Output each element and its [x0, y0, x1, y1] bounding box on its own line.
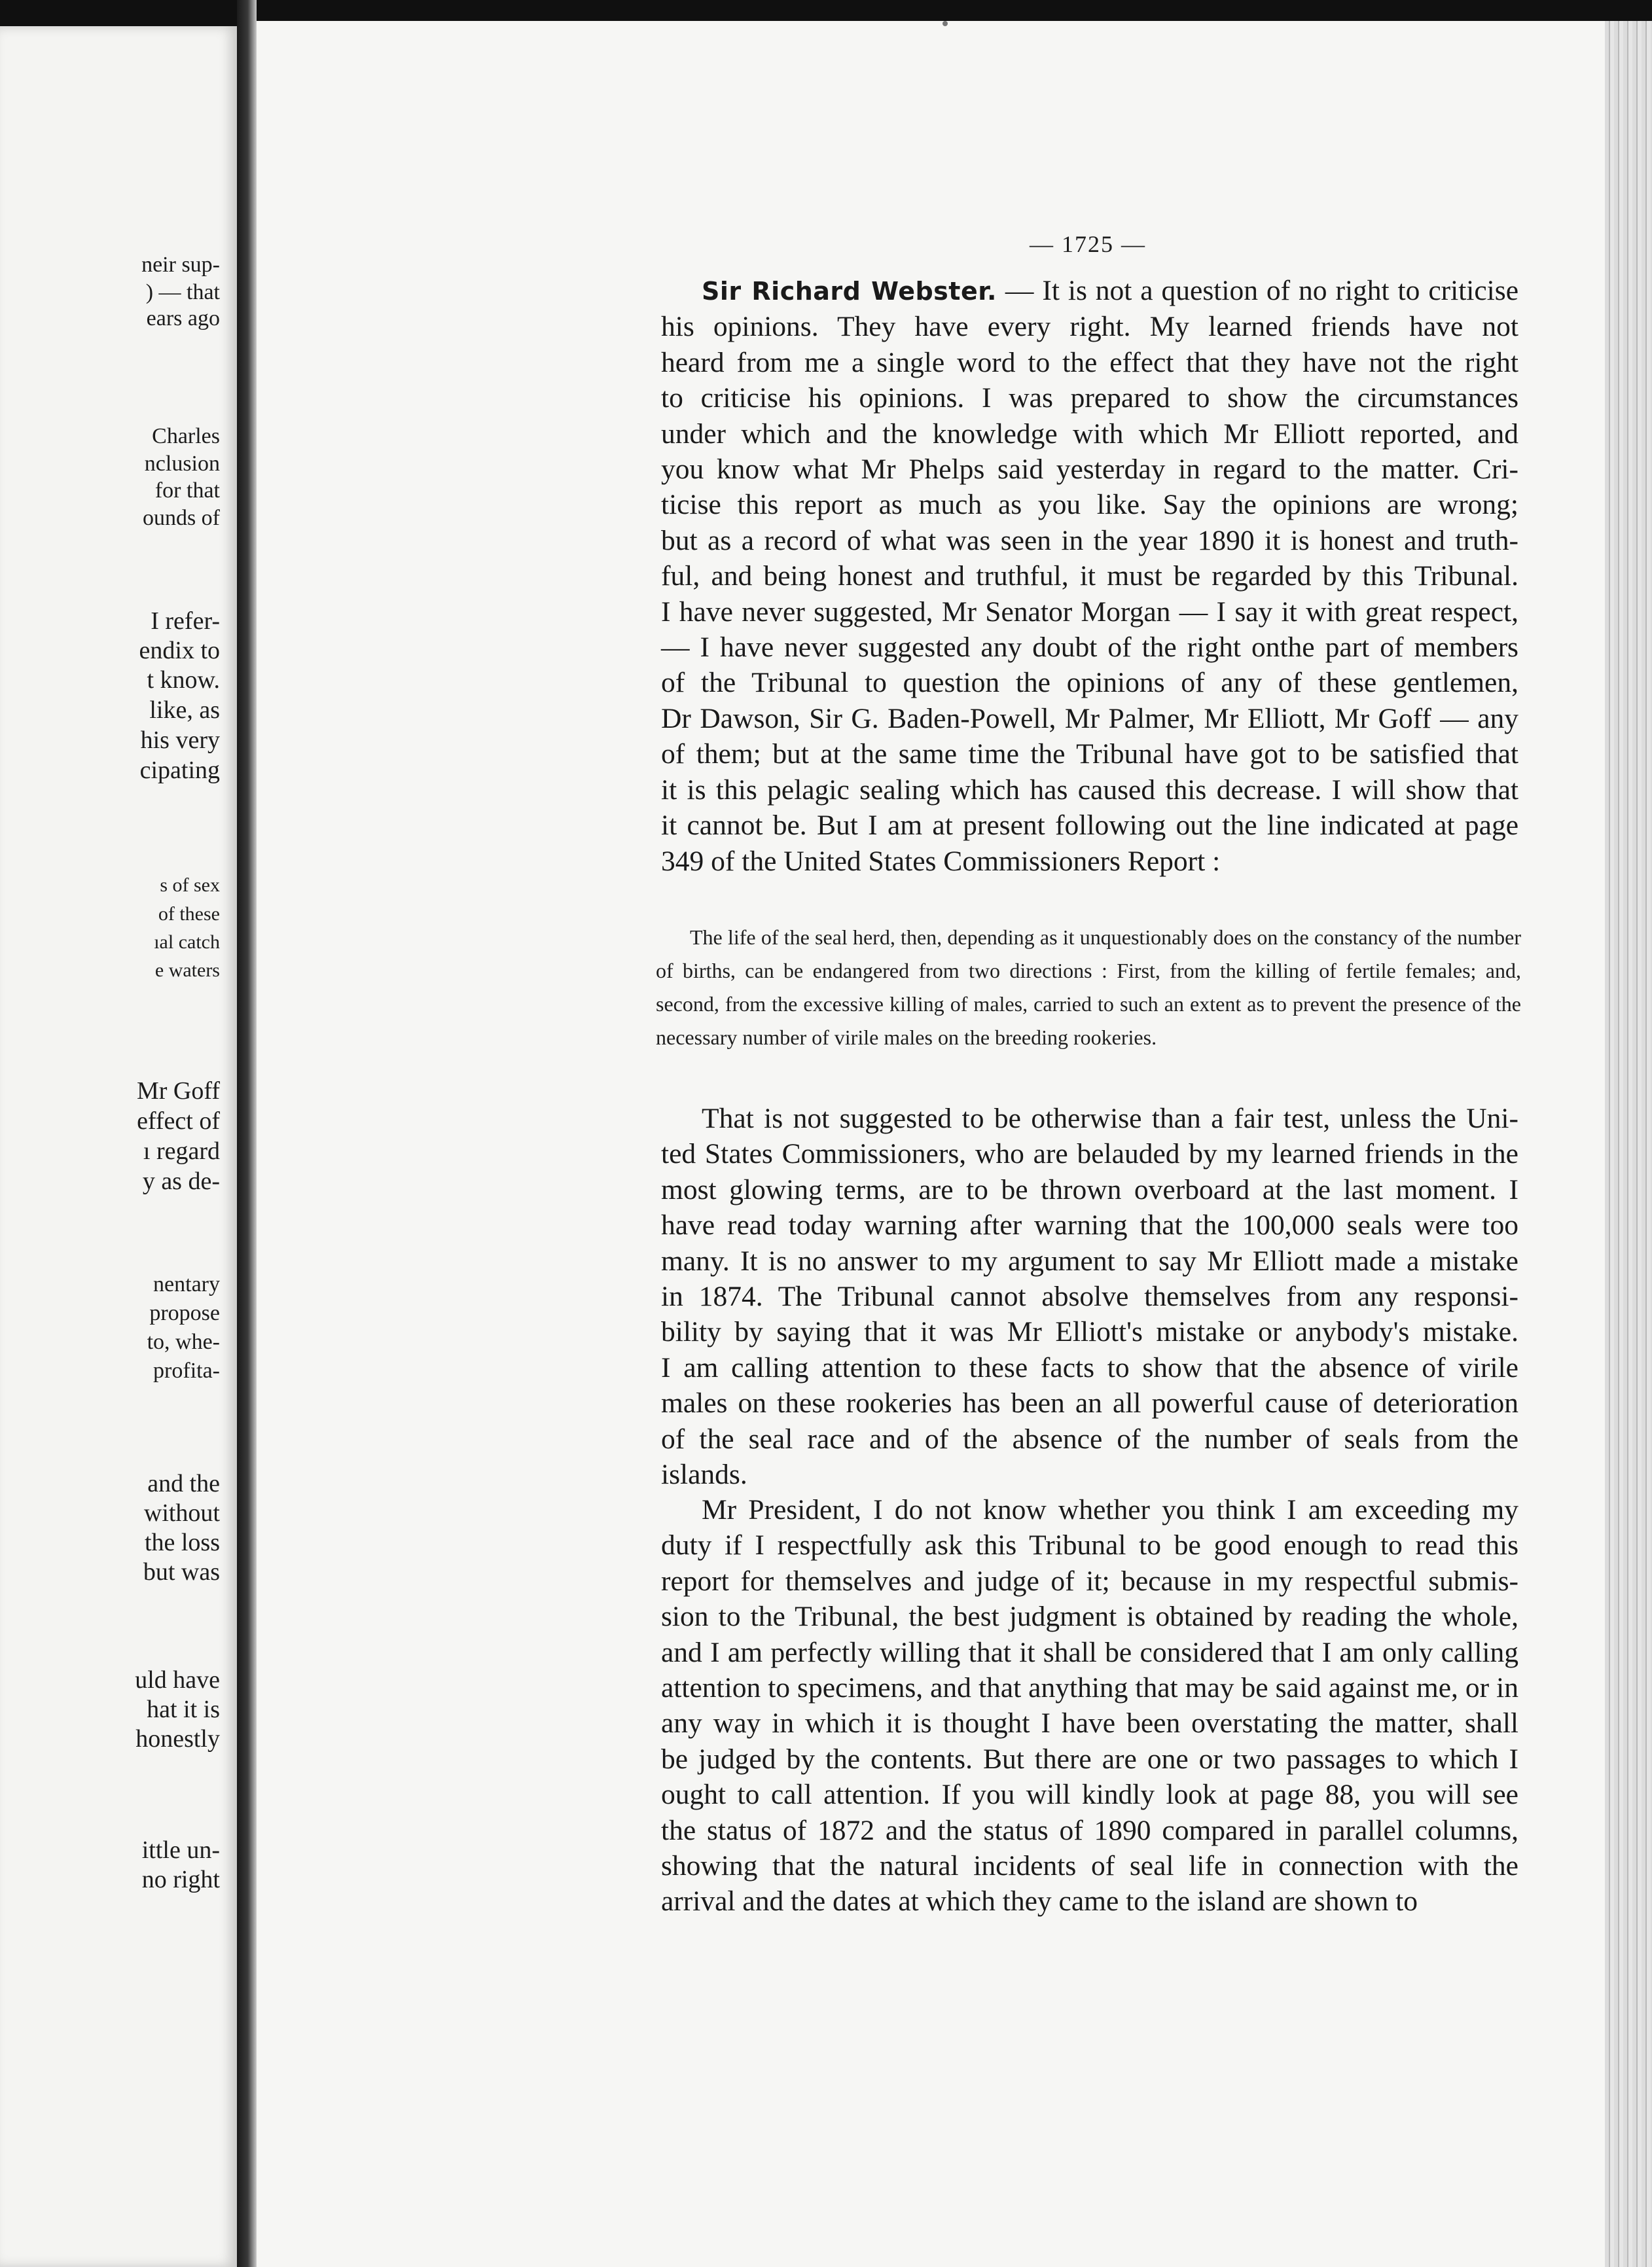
page-edge-stack [1605, 21, 1652, 2267]
text-line: 349 of the United States Commissioners Report : [661, 845, 1221, 877]
text-line: it cannot be. But I am at present following out the line indicated at page [661, 810, 1518, 842]
text-line: sion to the Tribunal, the best judgment is obtained by reading the whole, [661, 1601, 1518, 1633]
text-line: — I have never suggested any doubt of the right onthe part of members [661, 632, 1518, 664]
text-line: it is this pelagic sealing which has caused this decrease. I will show that [661, 774, 1518, 806]
facing-page-line: without [143, 1499, 220, 1527]
text-line: duty if I respectfully ask this Tribunal to be good enough to read this [661, 1529, 1518, 1562]
text-line: I am calling attention to these facts to show that the absence of virile [661, 1351, 1518, 1383]
text-line: report for themselves and judge of it; because in my respectful submis- [661, 1565, 1518, 1597]
facing-page-line: to, whe- [147, 1330, 220, 1354]
main-page [257, 21, 1652, 2267]
book-gutter [237, 0, 257, 2267]
text-line: ful, and being honest and truthful, it must be regarded by this Tribunal. [661, 560, 1518, 592]
facing-page-line: e waters [154, 959, 220, 981]
facing-page-line: his very [140, 726, 220, 754]
text-line: any way in which it is thought I have been overstating the matter, shall [661, 1707, 1518, 1740]
facing-page-line: honestly [135, 1725, 220, 1753]
text-line: you know what Mr Phelps said yesterday in regard to the matter. Cri- [661, 454, 1518, 486]
text-line: his opinions. They have every right. My learned friends have not [661, 311, 1518, 343]
text-line: ted States Commissioners, who are belauded by my learned friends in the [661, 1138, 1518, 1170]
ink-speck [943, 21, 948, 26]
text-line: most glowing terms, are to be thrown overboard at the last moment. I [661, 1173, 1518, 1205]
facing-page-line: uld have [135, 1666, 220, 1694]
text-line: Dr Dawson, Sir G. Baden-Powell, Mr Palmer, Mr Elliott, Mr Goff — any [661, 702, 1518, 734]
facing-page-line: Mr Goff [136, 1077, 220, 1105]
facing-page-line: ittle un- [141, 1836, 220, 1864]
facing-page-line: s of sex [160, 874, 220, 896]
text-line: of them; but at the same time the Tribunal have got to be satisfied that [661, 738, 1518, 770]
facing-page-line: ears ago [146, 306, 220, 330]
facing-page-line: hat it is [147, 1696, 220, 1723]
facing-page-line: ı regard [143, 1137, 220, 1165]
text-line: of the Tribunal to question the opinions of any of these gentlemen, [661, 667, 1518, 699]
text-line: attention to specimens, and that anything that may be said against me, or in [661, 1672, 1518, 1704]
facing-page-line: no right [141, 1866, 220, 1893]
text-line: islands. [661, 1459, 747, 1491]
facing-page-line: and the [147, 1470, 220, 1497]
facing-page-line: y as de- [142, 1168, 220, 1195]
text-line: heard from me a single word to the effect that they have not the right [661, 346, 1518, 378]
facing-page-line: propose [149, 1301, 220, 1325]
text-line: showing that the natural incidents of seal life in connection with the [661, 1850, 1518, 1882]
text-line: to criticise his opinions. I was prepared to show the circumstances [661, 382, 1518, 414]
text-line: the status of 1872 and the status of 1890 compared in parallel columns, [661, 1814, 1518, 1846]
facing-page-line: of these [158, 903, 220, 925]
text-line: ticise this report as much as you like. Say the opinions are wrong; [661, 489, 1518, 521]
text-line: of the seal race and of the absence of the number of seals from the [661, 1423, 1518, 1455]
block-quotation: The life of the seal herd, then, depending as it unquestionably does on the constancy of the number of births, can be endangered from two directions : First, from the killing of fertile females; and, second, from the excessive killing of males, carried to such an extent as to prevent the presence of the necessary number of virile males on the breeding rookeries. [656, 925, 1521, 1049]
facing-page-line: endix to [139, 637, 220, 664]
facing-page-line: effect of [137, 1107, 220, 1135]
facing-page-line: profita- [153, 1359, 220, 1383]
facing-page-line: the loss [144, 1529, 220, 1556]
text-line: and I am perfectly willing that it shall be considered that I am only calling [661, 1636, 1518, 1668]
text-line: males on these rookeries has been an all powerful cause of deterioration [661, 1387, 1518, 1419]
paragraph-fair-test [661, 1101, 1518, 1492]
facing-page-line: ıal catch [154, 931, 220, 953]
paragraph-webster-opening [661, 273, 1518, 879]
text-line [661, 273, 1518, 309]
speaker-name: Sir Richard Webster. [702, 277, 997, 306]
facing-page-line: t know. [147, 666, 220, 694]
text-line-rest: — It is not a question of no right to criticise [997, 275, 1519, 306]
facing-page-line: neir sup- [141, 253, 220, 277]
text-line: be judged by the contents. But there are one or two passages to which I [661, 1743, 1518, 1775]
text-line: many. It is no answer to my argument to say Mr Elliott made a mistake [661, 1245, 1518, 1277]
facing-page-line: I refer- [151, 607, 220, 635]
text-line: but as a record of what was seen in the year 1890 it is honest and truth- [661, 524, 1518, 556]
facing-page-line: nentary [153, 1272, 220, 1296]
text-line: Mr President, I do not know whether you think I am exceeding my [702, 1494, 1518, 1526]
text-line: That is not suggested to be otherwise than a fair test, unless the Uni- [702, 1103, 1518, 1134]
page-number: — 1725 — [1030, 231, 1146, 257]
facing-page-line: Charles [152, 424, 220, 448]
facing-page-line: cipating [139, 757, 220, 784]
facing-page-line: for that [154, 478, 220, 503]
text-line: bility by saying that it was Mr Elliott's mistake or anybody's mistake. [661, 1316, 1518, 1348]
facing-page-line: like, as [149, 696, 220, 724]
facing-page-line: but was [143, 1558, 220, 1586]
facing-page-line: ounds of [142, 506, 220, 530]
text-line: in 1874. The Tribunal cannot absolve themselves from any responsi- [661, 1281, 1518, 1313]
paragraph-mr-president [661, 1492, 1518, 1919]
facing-page-line: ) — that [145, 280, 220, 304]
text-line: under which and the knowledge with which Mr Elliott reported, and [661, 418, 1518, 450]
text-line: I have never suggested, Mr Senator Morgan — I say it with great respect, [661, 596, 1518, 628]
facing-page-line: nclusion [144, 452, 220, 476]
text-line: have read today warning after warning that the 100,000 seals were too [661, 1209, 1518, 1241]
text-line: ought to call attention. If you will kindly look at page 88, you will see [661, 1779, 1518, 1811]
text-line: arrival and the dates at which they came to the island are shown to [661, 1885, 1418, 1918]
facing-page-fragment [0, 26, 237, 2267]
